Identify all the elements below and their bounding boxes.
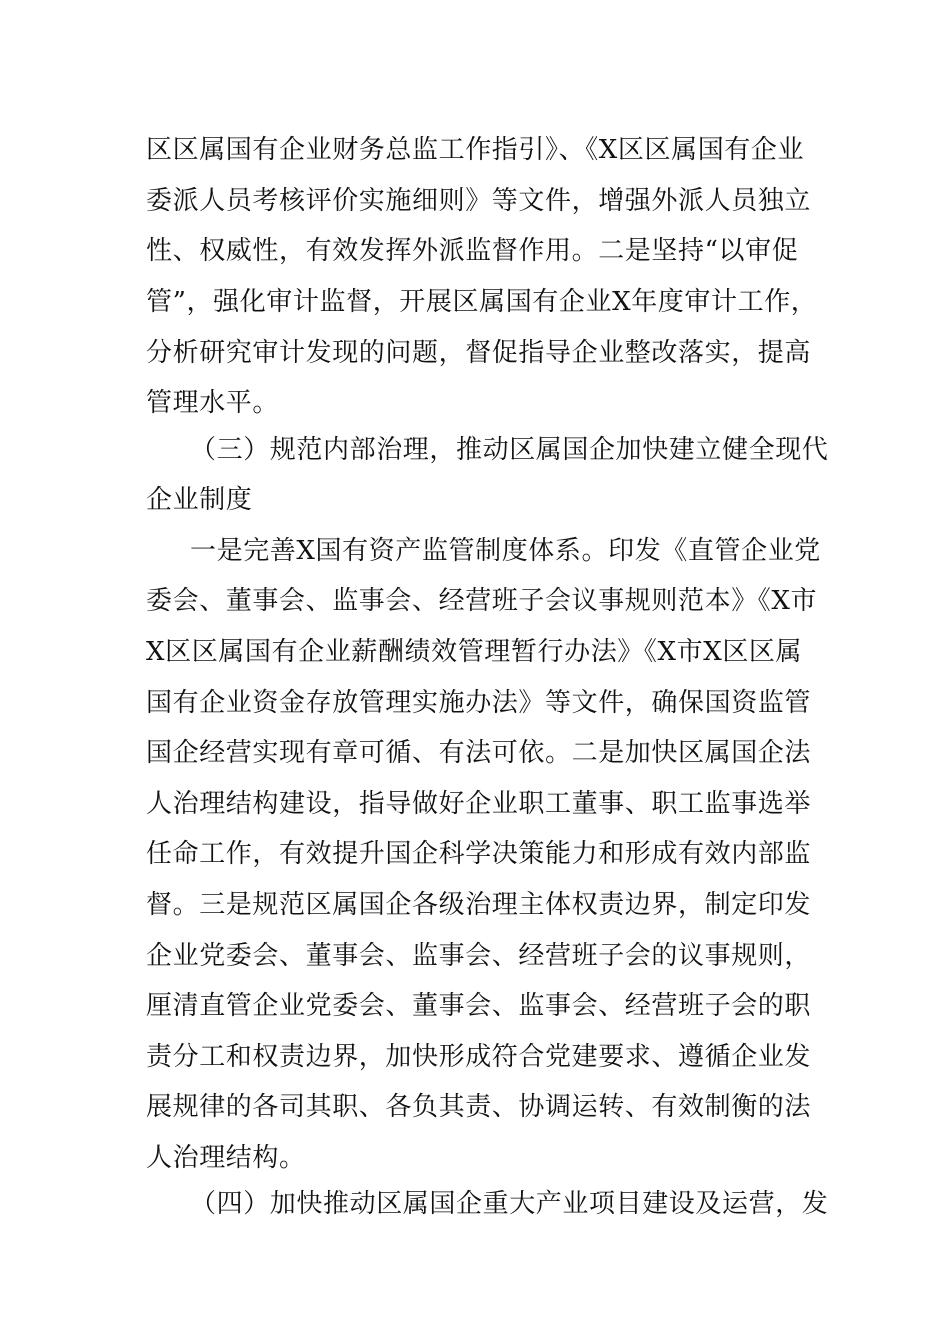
text-line: 委会、董事会、监事会、经营班子会议事规则范本》《X市 — [146, 586, 818, 616]
text-line: 责分工和权责边界，加快形成符合党建要求、遵循企业发 — [146, 1042, 812, 1072]
section-heading: 企业制度 — [146, 485, 253, 515]
text-line: 国企经营实现有章可循、有法可依。二是加快区属国企法 — [146, 738, 812, 768]
text-line: 人治理结构。 — [146, 1143, 306, 1173]
text-line: 分析研究审计发现的问题，督促指导企业整改落实，提高 — [146, 338, 812, 368]
text-line: 管理水平。 — [146, 388, 280, 418]
text-line: 区区属国有企业财务总监工作指引》、《X区区属国有企业 — [146, 135, 805, 165]
text-line: 管”，强化审计监督，开展区属国有企业X年度审计工作， — [146, 287, 818, 317]
section-heading: （三）规范内部治理，推动区属国企加快建立健全现代 — [190, 435, 829, 465]
text-line: 厘清直管企业党委会、董事会、监事会、经营班子会的职 — [146, 991, 812, 1021]
text-line: 任命工作，有效提升国企科学决策能力和形成有效内部监 — [146, 839, 812, 869]
section-heading: （四）加快推动区属国企重大产业项目建设及运营，发 — [190, 1189, 829, 1219]
text-line: 人治理结构建设，指导做好企业职工董事、职工监事选举 — [146, 789, 812, 819]
text-line: 国有企业资金存放管理实施办法》等文件，确保国资监管 — [146, 688, 812, 718]
text-line: 一是完善X国有资产监管制度体系。印发《直管企业党 — [190, 536, 821, 566]
text-line: 展规律的各司其职、各负其责、协调运转、有效制衡的法 — [146, 1092, 812, 1122]
text-line: 企业党委会、董事会、监事会、经营班子会的议事规则， — [146, 941, 812, 971]
text-line: 督。三是规范区属国企各级治理主体权责边界，制定印发 — [146, 890, 812, 920]
text-line: 性、权威性，有效发挥外派监督作用。二是坚持“以审促 — [146, 236, 799, 266]
text-line: 委派人员考核评价实施细则》等文件，增强外派人员独立 — [146, 186, 812, 216]
text-line: X区区属国有企业薪酬绩效管理暂行办法》《X市X区区属 — [146, 637, 803, 667]
